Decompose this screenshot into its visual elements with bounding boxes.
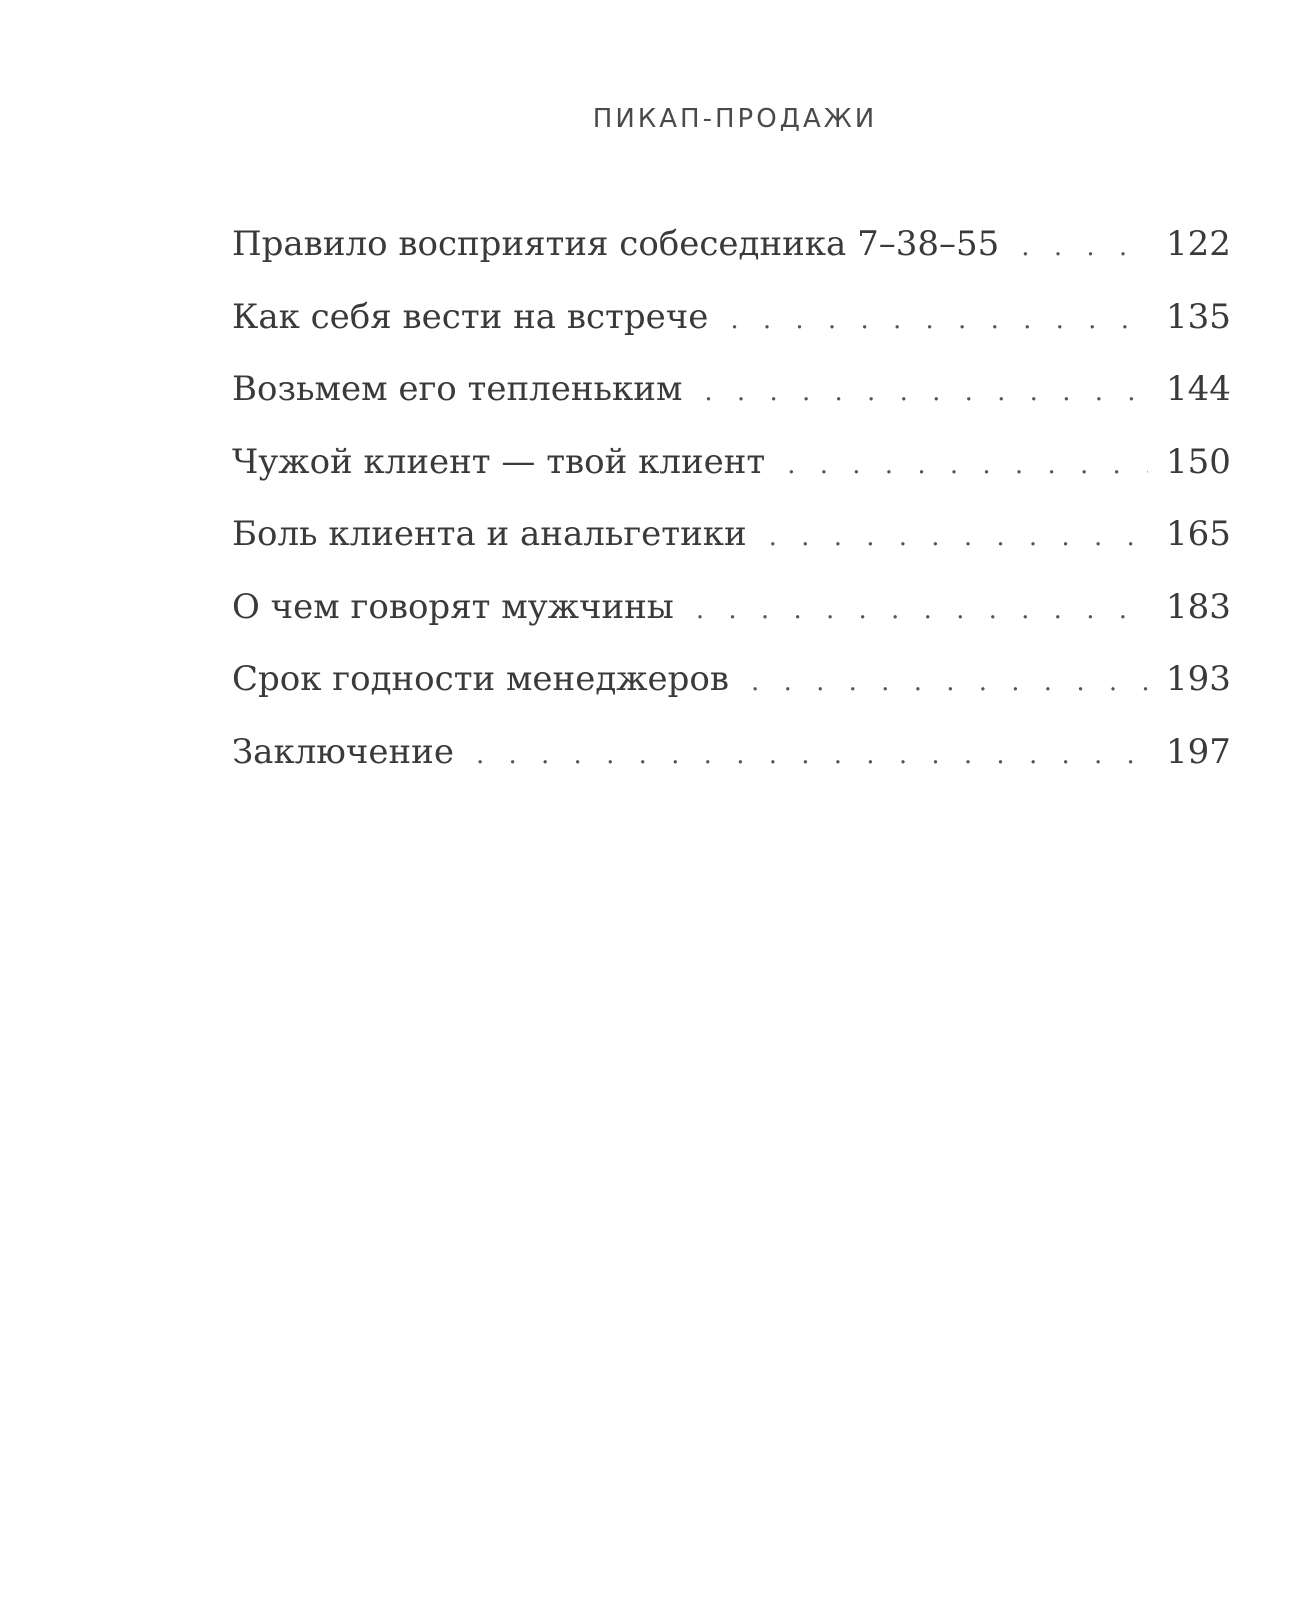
- toc-entry-title: Чужой клиент — твой клиент: [232, 441, 766, 482]
- toc-entry[interactable]: [232, 224, 1230, 297]
- dot-leader: [769, 522, 1148, 552]
- running-head: ПИКАП-ПРОДАЖИ: [592, 104, 878, 134]
- dot-leader: [476, 740, 1148, 770]
- toc-entry-page: 144: [1166, 369, 1231, 409]
- dot-leader: [696, 595, 1148, 625]
- dot-leader: [751, 667, 1148, 697]
- toc-entry[interactable]: [232, 442, 1230, 515]
- toc-entry-page: 135: [1166, 296, 1231, 337]
- toc-entry[interactable]: [232, 369, 1230, 442]
- toc-entry[interactable]: [232, 659, 1230, 732]
- dot-leader: [704, 377, 1148, 407]
- toc-entry-page: 193: [1166, 659, 1231, 699]
- toc-entry-page: 122: [1166, 224, 1231, 264]
- toc-entry-page: 183: [1166, 586, 1231, 627]
- toc-entry-title: Правило восприятия собеседника 7–38–55: [232, 224, 1000, 264]
- toc-entry-title: Возьмем его тепленьким: [232, 369, 683, 409]
- toc-entry-title: Заключение: [232, 731, 454, 772]
- dot-leader: [1021, 232, 1148, 262]
- toc-entry[interactable]: [232, 514, 1230, 587]
- toc-entry-title: Срок годности менеджеров: [232, 659, 730, 699]
- dot-leader: [730, 305, 1148, 335]
- toc-entry-page: 197: [1166, 731, 1231, 772]
- toc-entry[interactable]: [232, 587, 1230, 660]
- toc-entry-title: Как себя вести на встрече: [232, 296, 709, 337]
- toc-entry-title: О чем говорят мужчины: [232, 586, 674, 627]
- toc-entry-page: 165: [1166, 514, 1231, 554]
- toc-entry[interactable]: [232, 297, 1230, 370]
- toc-entry-page: 150: [1166, 441, 1231, 482]
- dot-leader: [787, 450, 1148, 480]
- toc-entry[interactable]: [232, 732, 1230, 805]
- table-of-contents: [232, 224, 1230, 804]
- toc-entry-title: Боль клиента и анальгетики: [232, 514, 747, 554]
